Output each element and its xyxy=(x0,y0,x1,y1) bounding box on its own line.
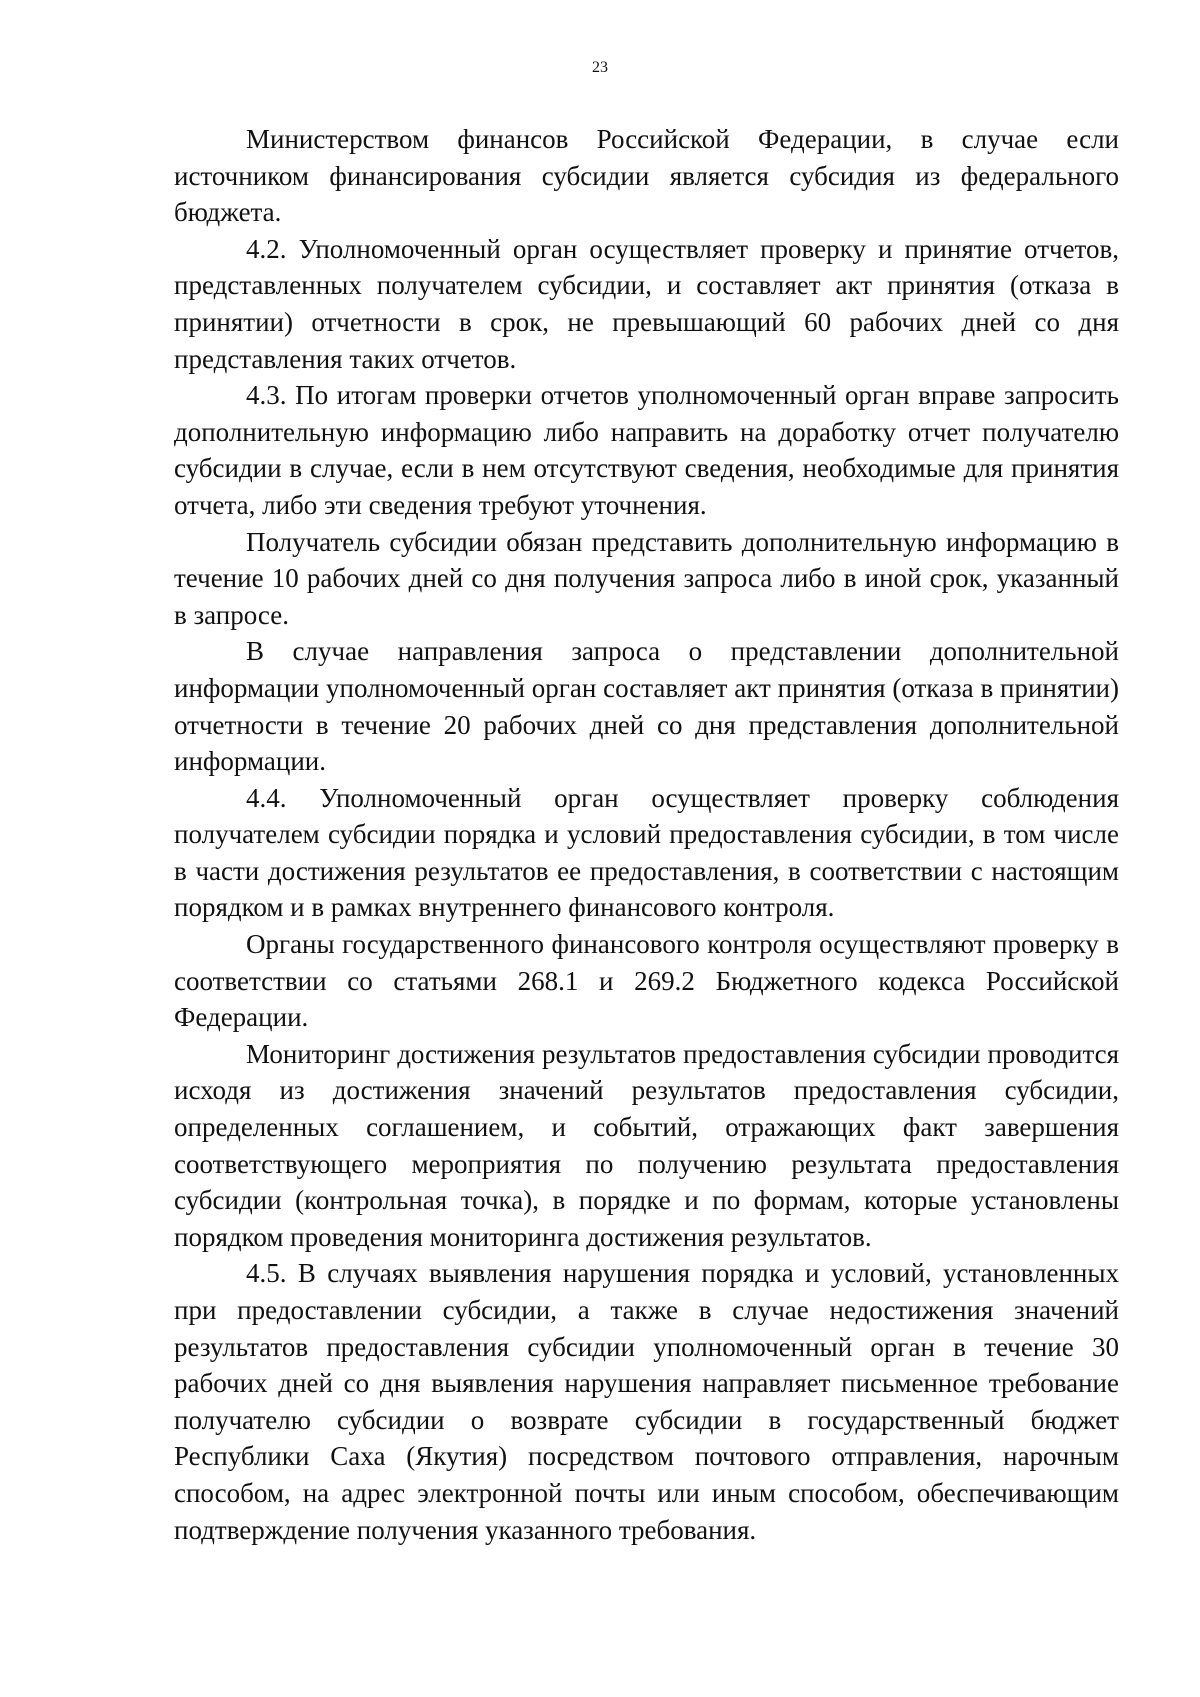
paragraph-additional-info-request: В случае направления запроса о представлении дополнительной информации уполномоченный орган составляет акт принятия (отказа в принятии) отчетности в течение 20 рабочих дней со дня представления дополнительной информации. xyxy=(174,636,1119,777)
paragraph-ministry-clause: Министерством финансов Российской Федерации, в случае если источником финансирования субсидии является субсидия из федерального бюджета. xyxy=(174,124,1119,228)
paragraph-4-3: 4.3. По итогам проверки отчетов уполномоченный орган вправе запросить дополнительную информацию либо направить на доработку отчет получателю субсидии в случае, если в нем отсутствуют сведения, необходимые для принятия отчета, либо эти сведения требуют уточнения. xyxy=(174,380,1119,520)
paragraph-4-2: 4.2. Уполномоченный орган осуществляет проверку и принятие отчетов, представленных получателем субсидии, и составляет акт принятия (отказа в принятии) отчетности в срок, не превышающий 60 рабочих дней со дня представления таких отчетов. xyxy=(174,233,1119,374)
document-body xyxy=(174,121,1119,1548)
paragraph-4-5: 4.5. В случаях выявления нарушения порядка и условий, установленных при предоставлении субсидии, а также в случае недостижения значений результатов предоставления субсидии уполномоченный орган в течение 30 рабочих дней со дня выявления нарушения направляет письменное требование получателю субсидии о возврате субсидии в государственный бюджет Республики Саха (Якутия) посредством почтового отправления, нарочным способом, на адрес электронной почты или иным способом, обеспечивающим подтверждение получения указанного требования. xyxy=(174,1258,1119,1545)
page-number: 23 xyxy=(592,59,608,76)
paragraph-4-4: 4.4. Уполномоченный орган осуществляет проверку соблюдения получателем субсидии порядка и условий предоставления субсидии, в том числе в части достижения результатов ее предоставления, в соответствии с настоящим порядком и в рамках внутреннего финансового контроля. xyxy=(174,782,1119,923)
paragraph-monitoring: Мониторинг достижения результатов предоставления субсидии проводится исходя из достижения значений результатов предоставления субсидии, определенных соглашением, и событий, отражающих факт завершения соответствующего мероприятия по получению результата предоставления субсидии (контрольная точка), в порядке и по формам, которые установлены порядком проведения мониторинга достижения результатов. xyxy=(174,1038,1119,1252)
paragraph-additional-info-deadline: Получатель субсидии обязан представить дополнительную информацию в течение 10 рабочих дней со дня получения запроса либо в иной срок, указанный в запросе. xyxy=(174,526,1119,630)
paragraph-state-control: Органы государственного финансового контроля осуществляют проверку в соответствии со статьями 268.1 и 269.2 Бюджетного кодекса Российской Федерации. xyxy=(174,929,1119,1033)
